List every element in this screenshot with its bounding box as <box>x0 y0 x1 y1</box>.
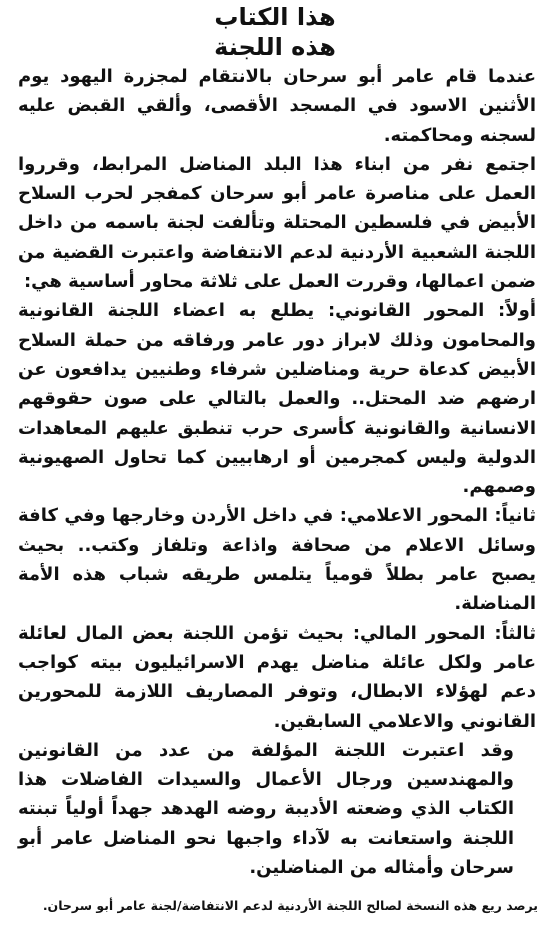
title-line-1: هذا الكتاب <box>214 3 336 31</box>
axis-legal <box>18 296 536 501</box>
axis-financial <box>18 619 536 736</box>
closing-paragraph: وقد اعتبرت اللجنة المؤلفة من عدد من القانونين والمهندسين ورجال الأعمال والسيدات الفاضلات هذا الكتاب الذي وضعته الأديبة روضه الهدهد جهداً أولياً تبنته اللجنة واستعانت به لآداء واجبها نحو المناضل عامر أبو سرحان وأمثاله من المناضلين. <box>18 739 514 879</box>
body-text <box>18 62 536 882</box>
axis-legal-text: يطلع به اعضاء اللجنة القانونية والمحامون وذلك لابراز دور عامر ورفاقه من حملة السلاح الأبيض كدعاة حرية ومناضلين شرفاء وطنيين يدافعون عن ارضهم ضد المحتل.. والعمل بالتالي على صون حقوقهم الانسانية والقانونية كأسرى حرب تنطبق عليهم المعاهدات الدولية وليس كمجرمين أو ارهابيين كما تحاول الصهيونية وصمهم. <box>18 300 536 498</box>
axis-legal-label: أولاً: المحور القانوني: <box>327 300 536 322</box>
title-line-2: هذه اللجنة <box>214 33 336 61</box>
axis-financial-text: بحيث تؤمن اللجنة بعض المال لعائلة عامر ولكل عائلة مناضل يهدم الاسرائيليون بيته كواجب دعم لهؤلاء الابطال، وتوفر المصاريف اللازمة للمحورين القانوني والاعلامي السابقين. <box>18 622 536 732</box>
intro-paragraph-1: عندما قام عامر أبو سرحان بالانتقام لمجزرة اليهود يوم الأثنين الاسود في المسجد الأقصى، وألقي القبض عليه لسجنه ومحاكمته. <box>18 66 536 146</box>
page-title <box>0 2 550 62</box>
axis-media-label: ثانياً: المحور الاعلامي: <box>339 505 536 527</box>
intro-paragraph-2: اجتمع نفر من ابناء هذا البلد المناضل المرابط، وقرروا العمل على مناصرة عامر أبو سرحان كمفجر لحرب السلاح الأبيض في فلسطين المحتلة وتألفت لجنة باسمه من داخل اللجنة الشعبية الأردنية لدعم الانتفاضة واعتبرت القضية من ضمن اعمالها، وقررت العمل على ثلاثة محاور أساسية هي: <box>18 153 536 293</box>
axis-media-text: في داخل الأردن وخارجها وفي كافة وسائل الاعلام من صحافة واذاعة وتلفاز وكتب.. بحيث يصبح عامر بطلاً قومياً يتلمس طريقه شباب هذه الأمة المناضلة. <box>18 505 536 615</box>
footer-note: يرصد ريع هذه النسخة لصالح اللجنة الأردنية لدعم الانتفاضة/لجنة عامر أبو سرحان. <box>42 898 538 913</box>
axis-media <box>18 501 536 618</box>
axis-financial-label: ثالثاً: المحور المالي: <box>352 622 537 644</box>
